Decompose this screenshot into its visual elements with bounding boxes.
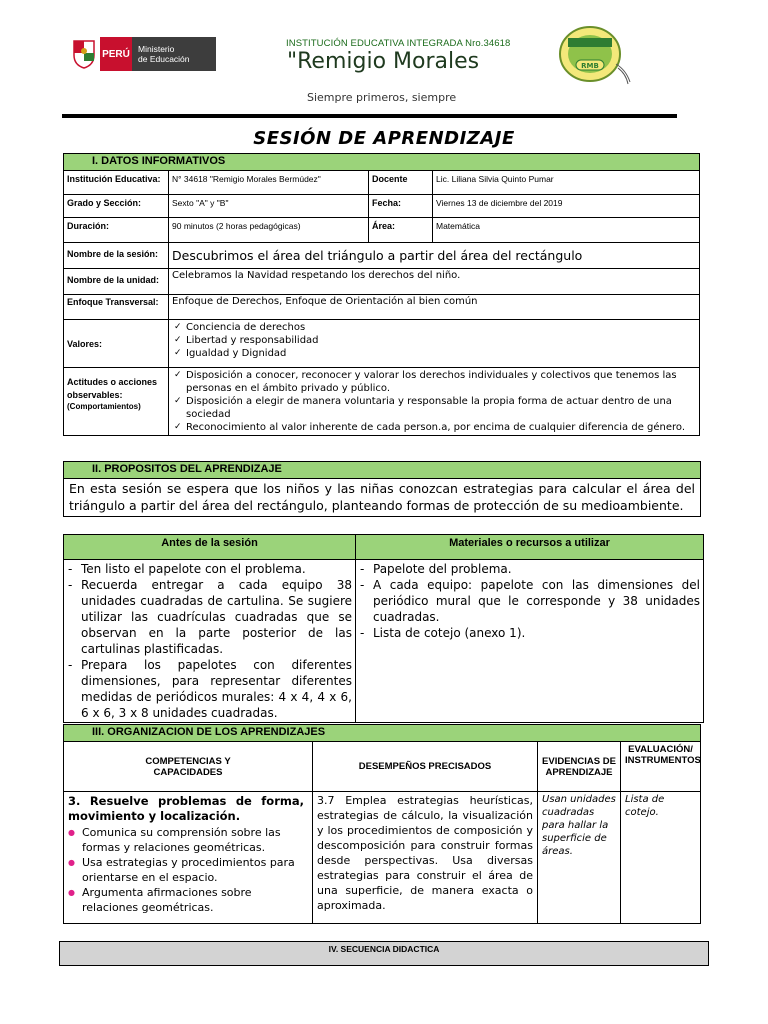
- materiales-list: [356, 561, 700, 641]
- capacidades-list: [64, 825, 308, 915]
- fecha-label: Fecha:: [369, 195, 433, 218]
- ministry-line1: Ministerio: [138, 44, 175, 54]
- actitudes-label: Actitudes o acciones observables:: [67, 377, 158, 400]
- antes-cell: [64, 560, 356, 723]
- propositos-table: [63, 461, 701, 517]
- antes-list: [64, 561, 352, 721]
- school-motto: Siempre primeros, siempre: [307, 91, 457, 104]
- actitud-item: ✓ Disposición a elegir de manera voluntaria y responsable la propia forma de actuar dentro de una sociedad: [172, 395, 696, 421]
- valor-item: ✓ Conciencia de derechos: [172, 321, 696, 334]
- grado-value: Sexto "A" y "B": [169, 195, 369, 218]
- propositos-text: En esta sesión se espera que los niños y las niñas conozcan estrategias para calcular el área del triángulo a partir del área del rectángulo, planteando formas de protección de su medioambiente.: [64, 479, 701, 517]
- docente-label: Docente: [369, 171, 433, 195]
- sesion-value: Descubrimos el área del triángulo a partir del área del rectángulo: [169, 243, 700, 269]
- organizacion-heading: III. ORGANIZACION DE LOS APRENDIZAJES: [64, 725, 701, 742]
- institucion-value: N° 34618 "Remigio Morales Bermúdez": [169, 171, 369, 195]
- capacidad-item: ● Comunica su comprensión sobre las formas y relaciones geométricas.: [64, 825, 308, 855]
- ministry-label: [132, 37, 216, 71]
- page-title: SESIÓN DE APRENDIZAJE: [253, 128, 515, 149]
- competencia-text: 3. Resuelve problemas de forma, movimiento y localización.: [68, 794, 304, 823]
- ministry-logo: [68, 37, 216, 71]
- datos-informativos-table: [63, 153, 700, 436]
- competencia-cell: [64, 792, 313, 924]
- secuencia-heading: IV. SECUENCIA DIDACTICA: [59, 941, 709, 966]
- capacidad-item: ● Usa estrategias y procedimientos para orientarse en el espacio.: [64, 855, 308, 885]
- valor-item: ✓ Igualdad y Dignidad: [172, 347, 696, 360]
- evidencias-heading: EVIDENCIAS DE APRENDIZAJE: [538, 742, 621, 792]
- school-crest-icon: [556, 24, 634, 88]
- enfoque-label: Enfoque Transversal:: [64, 295, 169, 320]
- area-value: Matemática: [433, 218, 700, 243]
- desempenos-heading: DESEMPEÑOS PRECISADOS: [313, 742, 538, 792]
- valores-list: [172, 321, 696, 360]
- duracion-label: Duración:: [64, 218, 169, 243]
- area-label: Área:: [369, 218, 433, 243]
- unidad-label: Nombre de la unidad:: [64, 269, 169, 295]
- school-institution: INSTITUCIÓN EDUCATIVA INTEGRADA Nro.34618: [286, 38, 511, 49]
- datos-heading: I. DATOS INFORMATIVOS: [64, 154, 700, 171]
- organizacion-table: [63, 724, 701, 924]
- materiales-cell: [356, 560, 704, 723]
- institucion-label: Institución Educativa:: [64, 171, 169, 195]
- valor-item: ✓ Libertad y responsabilidad: [172, 334, 696, 347]
- materiales-heading: Materiales o recursos a utilizar: [356, 535, 704, 560]
- ministry-line2: de Educación: [138, 54, 190, 64]
- header-divider: [62, 114, 677, 118]
- material-item: - Lista de cotejo (anexo 1).: [356, 625, 700, 641]
- desempeno-text: 3.7 Emplea estrategias heurísticas, estrategias de cálculo, la visualización y los procedimientos de composición y descomposición para construir formas desde perspectivas. Usa diversas estrategias para construir el área de una superficie, de manera exacta o aproximada.: [313, 792, 538, 924]
- duracion-value: 90 minutos (2 horas pedagógicas): [169, 218, 369, 243]
- antes-item: - Prepara los papelotes con diferentes dimensiones, para representar diferentes medidas de periódicos murales: 4 x 4, 4 x 6, 6 x 6, 3 x 8 unidades cuadradas.: [64, 657, 352, 721]
- docente-value: Lic. Liliana Silvia Quinto Pumar: [433, 171, 700, 195]
- evidencia-text: Usan unidades cuadradas para hallar la superficie de áreas.: [538, 792, 621, 924]
- unidad-value: Celebramos la Navidad respetando los derechos del niño.: [169, 269, 700, 295]
- evaluacion-heading: EVALUACIÓN/ INSTRUMENTOS: [621, 742, 701, 792]
- preparacion-table: [63, 534, 704, 723]
- antes-item: - Ten listo el papelote con el problema.: [64, 561, 352, 577]
- competencias-heading: COMPETENCIAS Y CAPACIDADES: [64, 742, 313, 792]
- actitud-item: ✓ Reconocimiento al valor inherente de cada person.a, por encima de cualquier diferencia de género.: [172, 421, 696, 434]
- antes-item: - Recuerda entregar a cada equipo 38 unidades cuadradas de cartulina. Se sugiere utilizar las cuadrículas cuadradas que se observan en la parte posterior de las cartulinas plastificadas.: [64, 577, 352, 657]
- school-crest-text: RMB: [581, 62, 599, 70]
- enfoque-value: Enfoque de Derechos, Enfoque de Orientación al bien común: [169, 295, 700, 320]
- capacidad-item: ● Argumenta afirmaciones sobre relaciones geométricas.: [64, 885, 308, 915]
- peru-crest-icon: [68, 37, 100, 71]
- antes-heading: Antes de la sesión: [64, 535, 356, 560]
- peru-label: PERÚ: [100, 37, 132, 71]
- material-item: - A cada equipo: papelote con las dimensiones del periódico mural que le corresponde y 38 unidades cuadradas.: [356, 577, 700, 625]
- propositos-heading: II. PROPOSITOS DEL APRENDIZAJE: [64, 462, 701, 479]
- valores-cell: [169, 320, 700, 368]
- actitudes-cell: [169, 368, 700, 436]
- fecha-value: Viernes 13 de diciembre del 2019: [433, 195, 700, 218]
- sesion-label: Nombre de la sesión:: [64, 243, 169, 269]
- actitudes-sub: (Comportamientos): [67, 402, 141, 411]
- school-name: "Remigio Morales: [287, 49, 480, 74]
- instrumento-text: Lista de cotejo.: [621, 792, 701, 924]
- material-item: - Papelote del problema.: [356, 561, 700, 577]
- actitudes-label-cell: [64, 368, 169, 436]
- actitudes-list: [172, 369, 696, 434]
- actitud-item: ✓ Disposición a conocer, reconocer y valorar los derechos individuales y colectivos que tenemos las personas en el ámbito privado y público.: [172, 369, 696, 395]
- grado-label: Grado y Sección:: [64, 195, 169, 218]
- valores-label: Valores:: [64, 320, 169, 368]
